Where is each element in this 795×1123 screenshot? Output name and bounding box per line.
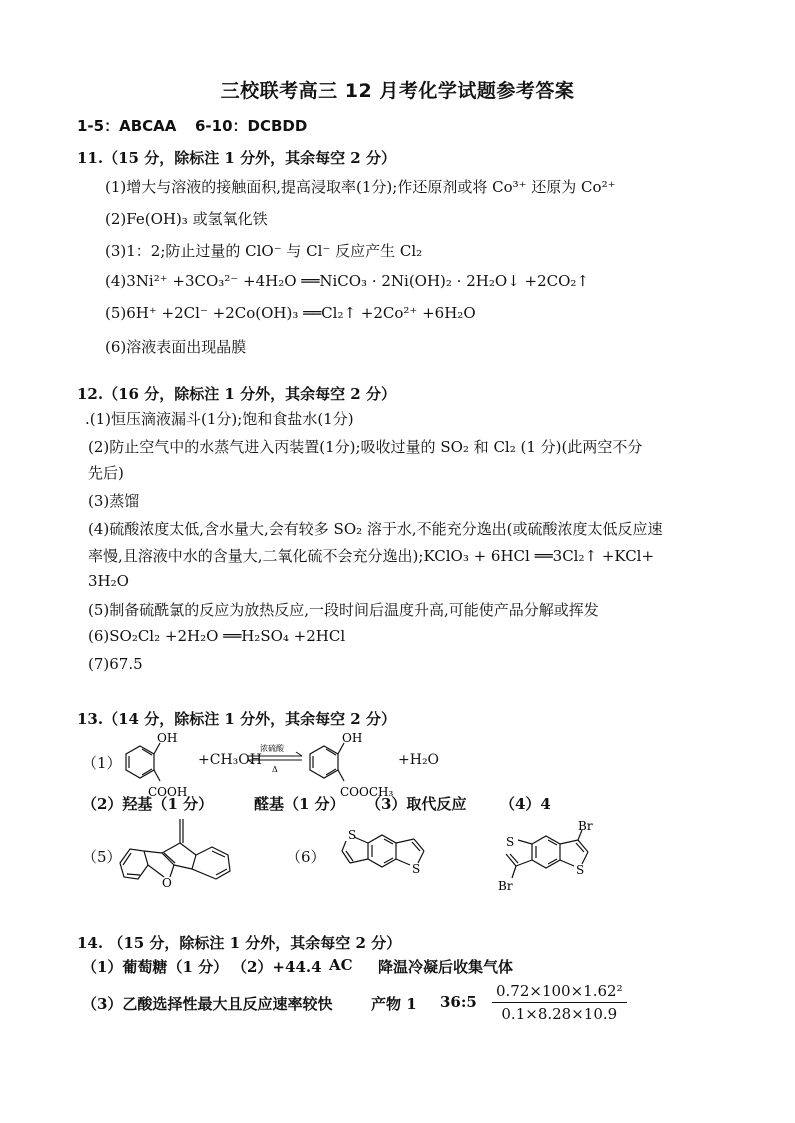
- q11-answer-3: (3)1：2;防止过量的 ClO⁻ 与 Cl⁻ 反应产生 Cl₂: [105, 242, 423, 260]
- q12-answer-2b: 先后): [88, 464, 124, 482]
- sulfur-atom-top: S: [506, 835, 515, 849]
- carboxyl-label: COOH: [148, 785, 188, 799]
- catalyst-label: 浓硫酸: [260, 744, 284, 753]
- q11-answer-6: (6)溶液表面出现晶膜: [105, 338, 247, 356]
- q13-part4: （4）4: [500, 795, 551, 813]
- water-product: +H₂O: [398, 752, 440, 768]
- hydroxyl-label: OH: [157, 731, 178, 745]
- part5-structure: [112, 815, 252, 897]
- reversible-arrow: [244, 742, 306, 774]
- q13-part3: （3）取代反应: [366, 795, 467, 813]
- q14-header: 14. （15 分，除标注 1 分外，其余每空 2 分）: [77, 934, 402, 952]
- mc-answers-2: 6-10：DCBDD: [195, 117, 308, 135]
- sulfur-atom-right: S: [412, 862, 421, 876]
- equilibrium-constant-fraction: [492, 982, 627, 1023]
- q12-answer-4b: 率慢,且溶液中水的含量大,二氧化硫不会充分逸出);KClO₃ + 6HCl ══3Cl₂↑ +KCl+: [88, 547, 655, 565]
- dibromo-benzodithiophene-structure: [490, 818, 610, 898]
- q11-answer-2: (2)Fe(OH)₃ 或氢氧化铁: [105, 210, 268, 228]
- q12-answer-1: .(1)恒压滴液漏斗(1分);饱和食盐水(1分): [85, 410, 354, 428]
- mc-answers-1: 1-5：ABCAA: [77, 117, 177, 135]
- q13-part2: （2）羟基（1 分）: [82, 795, 214, 813]
- fraction-numerator: 0.72×100×1.62²: [492, 982, 627, 1003]
- hydroxyl-label-product: OH: [342, 731, 363, 745]
- benzodithiophene-structure: [328, 825, 440, 887]
- sulfur-atom-left: S: [348, 828, 357, 842]
- fraction-denominator: 0.1×8.28×10.9: [501, 1005, 618, 1023]
- q11-answer-4: (4)3Ni²⁺ +3CO₃²⁻ +4H₂O ══NiCO₃ · 2Ni(OH)₂ · 2H₂O↓ +2CO₂↑: [105, 272, 589, 290]
- heat-label: Δ: [272, 765, 278, 774]
- q12-answer-3: (3)蒸馏: [88, 492, 140, 510]
- sulfur-atom-bottom: S: [576, 863, 585, 877]
- q14-answer-2-method: 降温冷凝后收集气体: [378, 958, 514, 976]
- q14-answer-2: （2）+44.4: [232, 958, 322, 976]
- q14-answer-1: （1）葡萄糖（1 分）: [82, 958, 229, 976]
- q14-answer-2-choice: AC: [329, 956, 353, 974]
- page-title: 三校联考高三 12 月考化学试题参考答案: [220, 80, 575, 102]
- q12-header: 12.（16 分，除标注 1 分外，其余每空 2 分）: [77, 385, 396, 403]
- bromine-bottom: Br: [498, 879, 513, 893]
- q12-answer-4a: (4)硫酸浓度太低,含水量大,会有较多 SO₂ 溶于水,不能充分逸出(或硫酸浓度太低反应速: [88, 520, 663, 538]
- q12-answer-6: (6)SO₂Cl₂ +2H₂O ══H₂SO₄ +2HCl: [88, 627, 346, 645]
- methanol-reactant: +CH₃OH: [198, 752, 262, 768]
- q12-answer-5: (5)制备硫酰氯的反应为放热反应,一段时间后温度升高,可能使产品分解或挥发: [88, 601, 599, 619]
- q13-part2b: 醛基（1 分）: [254, 795, 345, 813]
- q13-part1-label: （1）: [82, 754, 122, 772]
- q14-answer-3: （3）乙酸选择性最大且反应速率较快: [82, 995, 333, 1013]
- furan-oxygen: O: [162, 876, 172, 890]
- bromine-top: Br: [578, 819, 593, 833]
- q13-header: 13.（14 分，除标注 1 分外，其余每空 2 分）: [77, 710, 396, 728]
- q13-part6-label: （6）: [286, 848, 326, 866]
- q11-header: 11.（15 分，除标注 1 分外，其余每空 2 分）: [77, 149, 396, 167]
- q14-answer-3-ratio: 36:5: [440, 993, 477, 1011]
- q11-answer-5: (5)6H⁺ +2Cl⁻ +2Co(OH)₃ ══Cl₂↑ +2Co²⁺ +6H₂O: [105, 304, 476, 322]
- q14-answer-3-product: 产物 1: [371, 995, 417, 1013]
- ester-label: COOCH₃: [340, 785, 394, 799]
- q12-answer-2a: (2)防止空气中的水蒸气进入丙装置(1分);吸收过量的 SO₂ 和 Cl₂ (1 分)(此两空不分: [88, 438, 643, 456]
- q12-answer-7: (7)67.5: [88, 655, 143, 673]
- q11-answer-1: (1)增大与溶液的接触面积,提高浸取率(1分);作还原剂或将 Co³⁺ 还原为 Co²⁺: [105, 178, 616, 196]
- q12-answer-4c: 3H₂O: [88, 572, 129, 590]
- q13-part5-label: （5）: [82, 848, 122, 866]
